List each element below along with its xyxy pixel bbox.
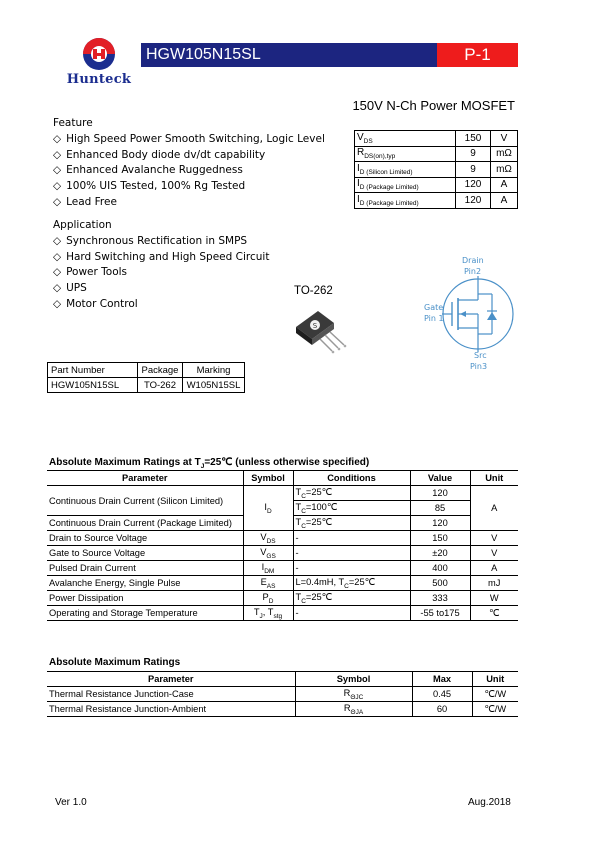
header-cell: Max [412,672,472,687]
spec-value: 150 [456,131,491,147]
table-row [47,531,518,546]
symbol-cell: $R_{\Theta JC}$ [295,687,412,702]
cond-cell: - [293,546,410,561]
abs-max-table [47,470,518,621]
spec-value: 9 [456,162,491,178]
cond-cell: $T_C=25℃$ [293,591,410,606]
symbol-cell: $R_{\Theta JA}$ [295,702,412,717]
application-item: ◇ UPS [53,281,269,297]
spec-symbol: $I_{D (Package Limited)}$ [355,193,456,209]
version-label: Ver 1.0 [55,797,87,808]
application-item: ◇ Synchronous Rectification in SMPS [53,234,269,250]
header-cell: Value [410,471,470,486]
unit-cell: mJ [470,576,518,591]
page-badge: P-1 [437,43,518,67]
spec-row [355,193,518,209]
brand-name: Hunteck [66,72,132,87]
param-cell: Continuous Drain Current (Silicon Limited) [47,486,243,516]
part-title-bar: HGW105N15SL [141,43,437,67]
mosfet-schematic [420,256,520,372]
device-subtitle: 150V N-Ch Power MOSFET [352,98,515,113]
header-cell: Package [138,363,183,378]
package-label: TO-262 [294,285,333,297]
cond-cell: L=0.4mH, $T_C=25℃$ [293,576,410,591]
spec-value: 120 [456,193,491,209]
gate-label: Gate [424,303,444,312]
mosfet-symbol-icon [420,276,520,352]
symbol-cell: $P_D$ [243,591,293,606]
spec-row [355,177,518,193]
value-cell: 0.45 [412,687,472,702]
cond-cell: $T_C=25℃$ [293,516,410,531]
cond-cell: $T_C=100℃$ [293,501,410,516]
header-cell: Symbol [295,672,412,687]
part-number-cell: HGW105N15SL [48,378,138,393]
value-cell: -55 to175 [410,606,470,621]
table-header-row [47,471,518,486]
ordering-table [47,362,245,393]
date-label: Aug.2018 [468,797,511,808]
unit-cell: ℃/W [472,687,518,702]
feature-item: ◇ 100% UIS Tested, 100% Rg Tested [53,179,325,195]
application-item: ◇ Power Tools [53,265,269,281]
cond-cell: $T_C=25℃$ [293,486,410,501]
logo-mark-icon [60,36,138,74]
unit-cell: V [470,546,518,561]
feature-heading: Feature [53,117,93,129]
param-cell: Avalanche Energy, Single Pulse [47,576,243,591]
header-cell: Symbol [243,471,293,486]
table-row [47,606,518,621]
header-cell: Parameter [47,672,295,687]
unit-cell: V [470,531,518,546]
table-row [47,687,518,702]
value-cell: 500 [410,576,470,591]
symbol-cell: $I_{DM}$ [243,561,293,576]
unit-cell: A [470,486,518,531]
value-cell: 150 [410,531,470,546]
feature-item: ◇ Enhanced Avalanche Ruggedness [53,163,325,179]
gate-pin-label: Pin 1 [424,314,444,323]
marking-cell: W105N15SL [183,378,245,393]
value-cell: 400 [410,561,470,576]
table-row [47,702,518,717]
spec-row [355,162,518,178]
thermal-table [47,671,518,717]
unit-cell: ℃/W [472,702,518,717]
feature-item: ◇ Lead Free [53,195,325,211]
package-cell: TO-262 [138,378,183,393]
spec-unit: mΩ [491,146,518,162]
key-spec-table [354,130,518,209]
header-cell: Marking [183,363,245,378]
value-cell: 120 [410,516,470,531]
ordering-row [48,378,245,393]
source-pin-label: Pin3 [470,362,488,371]
unit-cell: A [470,561,518,576]
application-list [53,218,269,313]
application-item: ◇ Motor Control [53,297,269,313]
unit-cell: ℃ [470,606,518,621]
feature-list [53,116,325,211]
spec-symbol: $I_{D (Silicon Limited)}$ [355,162,456,178]
symbol-cell: $E_{AS}$ [243,576,293,591]
spec-value: 9 [456,146,491,162]
param-cell: Pulsed Drain Current [47,561,243,576]
thermal-title: Absolute Maximum Ratings [49,657,181,668]
spec-value: 120 [456,177,491,193]
param-cell: Drain to Source Voltage [47,531,243,546]
header-cell: Parameter [47,471,243,486]
spec-symbol: $V_{DS}$ [355,131,456,147]
application-heading: Application [53,219,112,231]
ordering-header-row [48,363,245,378]
value-cell: 120 [410,486,470,501]
spec-unit: A [491,193,518,209]
drain-pin-label: Pin2 [464,267,482,276]
param-cell: Gate to Source Voltage [47,546,243,561]
table-row [47,486,518,501]
param-cell: Continuous Drain Current (Package Limited) [47,516,243,531]
spec-row [355,146,518,162]
table-header-row [47,672,518,687]
spec-unit: mΩ [491,162,518,178]
application-item: ◇ Hard Switching and High Speed Circuit [53,250,269,266]
spec-unit: V [491,131,518,147]
symbol-cell: $I_D$ [243,486,293,531]
param-cell: Thermal Resistance Junction-Case [47,687,295,702]
param-cell: Thermal Resistance Junction-Ambient [47,702,295,717]
drain-label: Drain [462,256,484,265]
value-cell: 85 [410,501,470,516]
source-label: Src [474,351,487,360]
feature-item: ◇ Enhanced Body diode dv/dt capability [53,148,325,164]
cond-cell: - [293,606,410,621]
symbol-cell: $T_J$, $T_{stg}$ [243,606,293,621]
spec-symbol: $I_{D (Package Limited)}$ [355,177,456,193]
header-cell: Conditions [293,471,410,486]
cond-cell: - [293,531,410,546]
value-cell: 333 [410,591,470,606]
symbol-cell: $V_{DS}$ [243,531,293,546]
param-cell: Power Dissipation [47,591,243,606]
table-row [47,591,518,606]
header-cell: Unit [470,471,518,486]
spec-row [355,131,518,147]
cond-cell: - [293,561,410,576]
brand-logo [60,36,138,92]
header-cell: Part Number [48,363,138,378]
header-cell: Unit [472,672,518,687]
to262-package-icon [288,305,364,361]
table-row [47,576,518,591]
table-row [47,561,518,576]
table-row [47,546,518,561]
symbol-cell: $V_{GS}$ [243,546,293,561]
abs-max-title: Absolute Maximum Ratings at $T_J=25℃$ (unless otherwise specified) [49,457,370,470]
spec-unit: A [491,177,518,193]
spec-symbol: $R_{DS(on),typ}$ [355,146,456,162]
param-cell: Operating and Storage Temperature [47,606,243,621]
value-cell: 60 [412,702,472,717]
value-cell: ±20 [410,546,470,561]
unit-cell: W [470,591,518,606]
feature-item: ◇ High Speed Power Smooth Switching, Logic Level [53,132,325,148]
svg-text:S: S [312,322,318,330]
